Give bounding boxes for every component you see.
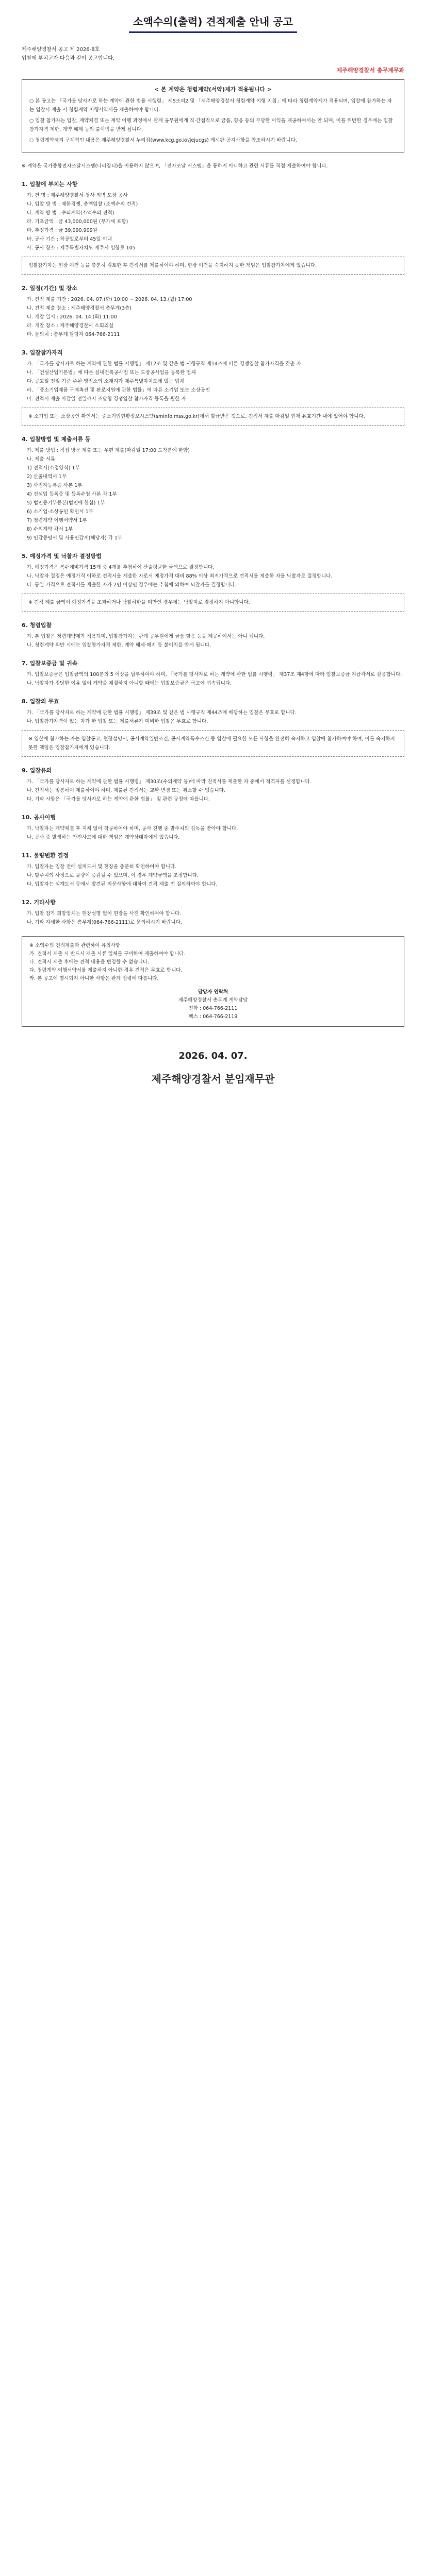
system-notice: ※ 계약은 국가종합전자조달시스템(나라장터)을 이용하지 않으며, 「전자조달 시스템」을 통하지 아니하고 관련 서류를 직접 제출하여야 합니다. — [22, 163, 328, 169]
section-title: 9. 입찰유의 — [22, 767, 52, 774]
section-line: 가. 「국가를 당사자로 하는 계약에 관한 법률 시행령」 제39조 및 같은 법 시행규칙 제44조에 해당하는 입찰은 무효로 합니다. — [27, 710, 297, 716]
section-line: 나. 낙찰자가 정당한 이유 없이 계약을 체결하지 아니할 때에는 입찰보증금은 국고에 귀속됩니다. — [27, 681, 232, 686]
section-line: 8) 수의계약 각서 1부 — [27, 527, 73, 532]
contact-line: 팩스 : 064-766-2119 — [188, 1014, 238, 1020]
section-note: ※ 견적 제출 금액이 예정가격을 초과하거나 낙찰하한율 미만인 경우에는 낙찰자로 결정하지 아니합니다. — [22, 594, 404, 612]
section-line: 가. 낙찰자는 계약체결 후 지체 없이 착공하여야 하며, 공사 진행 중 발주처의 감독을 받아야 합니다. — [27, 826, 238, 832]
section-line: 나. 기타 자세한 사항은 총무계(064-766-2111)로 문의하시기 바랍니다. — [27, 920, 182, 925]
section-line: 가. 건 명 : 제주해양경찰서 청사 외벽 도장 공사 — [27, 193, 128, 198]
section-line: 6) 소기업·소상공인 확인서 1부 — [27, 509, 93, 515]
section-line: 라. 개찰 장소 : 제주해양경찰서 소회의실 — [27, 323, 114, 329]
section — [22, 348, 404, 426]
notice-page — [0, 0, 426, 1106]
section — [22, 851, 404, 889]
notice-intro: 입찰에 부치고자 다음과 같이 공고합니다. — [22, 56, 115, 61]
integrity-notice-item: ○ 입찰 참가자는 입찰, 계약체결 또는 계약 이행 과정에서 관계 공무원에게 직·간접적으로 금품, 향응 등의 부당한 이익을 제공하여서는 안 되며, 이를 위반한 경우에는 입찰 참가자격 제한, 계약 해제 등의 불이익을 받게 됩니다. — [29, 118, 393, 132]
section — [22, 284, 404, 339]
section-title: 11. 물량변환 결정 — [22, 852, 69, 859]
section-line: 가. 예정가격은 복수예비가격 15개 중 4개를 추첨하여 산술평균한 금액으로 결정합니다. — [27, 565, 215, 570]
contact-line: 제주해양경찰서 총무계 계약담당 — [178, 997, 248, 1003]
section-title: 7. 입찰보증금 및 귀속 — [22, 660, 78, 667]
page-header — [0, 0, 426, 35]
integrity-notice-box — [22, 79, 404, 152]
section-title: 6. 청렴입찰 — [22, 622, 52, 629]
footer-line: ※ 소액수의 견적제출과 관련하여 유의사항 — [29, 943, 121, 948]
section — [22, 766, 404, 804]
section-line: 다. 계약 방 법 : 수의계약(소액수의 견적) — [27, 210, 114, 216]
footer-notice-box — [22, 936, 404, 1027]
section-line: 2) 산출내역서 1부 — [27, 474, 67, 480]
section-title: 2. 일정(기간) 및 장소 — [22, 285, 77, 292]
section-line: 다. 공고일 전일 기준 주된 영업소의 소재지가 제주특별자치도에 있는 업체 — [27, 379, 185, 384]
footer-line: 다. 청렴계약 이행서약서를 제출하지 아니한 경우 견적은 무효로 합니다. — [29, 968, 183, 973]
footer-lines — [29, 942, 397, 983]
section-line: 가. 견적 제출 기간 : 2026. 04. 07.(화) 10:00 ~ 2026. 04. 13.(월) 17:00 — [27, 297, 192, 302]
org-line: 제주해양경찰서 총무계무과 — [336, 67, 404, 74]
page-title: 소액수의(출력) 견적제출 안내 공고 — [129, 13, 297, 33]
section-note: 입찰참가자는 현장 여건 등을 충분히 검토한 후 견적서를 제출하여야 하며, 현장 여건을 숙지하지 못한 책임은 입찰참가자에게 있습니다. — [22, 257, 404, 275]
section-title: 12. 기타사항 — [22, 899, 56, 906]
section-line: 마. 견적서 제출 마감일 전일까지 조달청 경쟁입찰 참가자격 등록을 필한 자 — [27, 396, 186, 402]
section — [22, 552, 404, 612]
section-line: 나. 제출 서류 — [27, 456, 55, 462]
section-line: 나. 발주처의 사정으로 물량이 증감될 수 있으며, 이 경우 계약금액을 조정합니다. — [27, 873, 199, 878]
footer-line: 라. 본 공고에 명시되지 아니한 사항은 관계 법령에 따릅니다. — [29, 976, 159, 981]
section-line: 가. 입찰 참가 희망업체는 현장설명 없이 현장을 사전 확인하여야 합니다. — [27, 911, 182, 917]
section-line: 9) 인감증명서 및 사용인감계(해당자) 각 1부 — [27, 535, 123, 541]
section-line: 다. 개찰 일시 : 2026. 04. 14.(화) 11:00 — [27, 314, 117, 320]
contact-lines — [29, 996, 397, 1021]
section — [22, 621, 404, 650]
section-title: 8. 입찰의 무효 — [22, 698, 59, 705]
integrity-notice-title: < 본 계약은 청렴계약(서약)제가 적용됩니다 > — [154, 86, 272, 93]
section-line: 바. 공사 기간 : 착공일로부터 45일 이내 — [27, 236, 112, 242]
notice-content — [0, 45, 426, 1086]
section-line: 가. 입찰자는 입찰 전에 설계도서 및 현장을 충분히 확인하여야 합니다. — [27, 864, 177, 870]
section-line: 라. 기초금액 : 금 43,000,000원 (부가세 포함) — [27, 219, 128, 225]
section-line: 5) 법인등기부등본(법인에 한함) 1부 — [27, 500, 105, 506]
section-title: 1. 입찰에 부치는 사항 — [22, 181, 78, 188]
footer-line: 나. 견적서 제출 후에는 견적 내용을 변경할 수 없습니다. — [29, 959, 150, 965]
signature: 제주해양경찰서 분임재무관 — [151, 1073, 275, 1085]
section-line: 나. 견적서는 밀봉하여 제출하여야 하며, 제출된 견적서는 교환·변경 또는 취소할 수 없습니다. — [27, 788, 225, 793]
section-line: 나. 낙찰자 결정은 예정가격 이하로 견적서를 제출한 자로서 예정가격 대비 88% 이상 최저가격으로 견적서를 제출한 자를 낙찰자로 결정합니다. — [27, 573, 333, 579]
section-line: 다. 기타 사항은 「국가를 당사자로 하는 계약에 관한 법률」 및 관련 규정에 따릅니다. — [27, 796, 210, 802]
section-line: 마. 추정가격 : 금 39,090,909원 — [27, 228, 97, 233]
section-title: 4. 입찰방법 및 제출서류 등 — [22, 436, 91, 443]
section-line: 나. 「건설산업기본법」에 따른 실내건축공사업 또는 도장공사업을 등록한 업체 — [27, 370, 196, 376]
section-line: 가. 제출 방법 : 직접 방문 제출 또는 우편 제출(마감일 17:00 도착분에 한함) — [27, 448, 190, 453]
section-note: ※ 입찰에 참가하는 자는 입찰공고, 현장설명서, 공사계약일반조건, 공사계약특수조건 등 입찰에 필요한 모든 사항을 완전히 숙지하고 입찰에 참가하여야 하며, 이를 숙지하지 못한 책임은 입찰참가자에게 있습니다. — [22, 730, 404, 757]
integrity-notice-item: ○ 청렴계약제의 구체적인 내용은 제주해양경찰서 누리집(www.kcg.go.kr/jejucgs) 게시판 공지사항을 참조하시기 바랍니다. — [29, 138, 297, 143]
section-line: 가. 입찰보증금은 입찰금액의 100분의 5 이상을 납부하여야 하며, 「국가를 당사자로 하는 계약에 관한 법률 시행령」 제37조 제4항에 따라 입찰보증금 지급각서로 갈음합니다. — [27, 672, 402, 677]
section-line: 가. 「국가를 당사자로 하는 계약에 관한 법률 시행령」 제12조 및 같은 법 시행규칙 제14조에 따른 경쟁입찰 참가자격을 갖춘 자 — [27, 361, 301, 367]
section-note: ※ 소기업 또는 소상공인 확인서는 중소기업현황정보시스템(sminfo.mss.go.kr)에서 발급받은 것으로, 견적서 제출 마감일 현재 유효기간 내에 있어야 합니다. — [22, 408, 404, 426]
section — [22, 435, 404, 543]
footer-line: 가. 견적서 제출 시 반드시 제출 서류 일체를 구비하여 제출하여야 합니다. — [29, 951, 186, 957]
section — [22, 813, 404, 842]
sections-container — [22, 180, 404, 927]
section-line: 나. 공사 중 발생하는 안전사고에 대한 책임은 계약상대자에게 있습니다. — [27, 835, 180, 840]
section-title: 10. 공사이행 — [22, 814, 56, 821]
notice-number: 제주해양경찰서 공고 제 2026-8호 — [22, 47, 100, 53]
section-line: 나. 입찰참가자격이 없는 자가 한 입찰 또는 제출서류가 미비한 입찰은 무효로 합니다. — [27, 719, 208, 724]
section-line: 7) 청렴계약 이행서약서 1부 — [27, 518, 87, 523]
section-line: 3) 사업자등록증 사본 1부 — [27, 483, 83, 488]
section — [22, 659, 404, 688]
section-line: 나. 청렴계약 위반 시에는 입찰참가자격 제한, 계약 해제·해지 등 불이익을 받게 됩니다. — [27, 642, 211, 648]
section-line: 나. 입찰 방 법 : 제한경쟁, 총액입찰 (소액수의 견적) — [27, 201, 138, 207]
notice-date: 2026. 04. 07. — [178, 1050, 248, 1061]
section-line: 4) 건설업 등록증 및 등록수첩 사본 각 1부 — [27, 492, 117, 497]
section-line: 사. 공사 장소 : 제주특별자치도 제주시 임항로 105 — [27, 245, 136, 251]
section-line: 1) 견적서(소정양식) 1부 — [27, 465, 80, 471]
section-title: 3. 입찰참가자격 — [22, 349, 63, 356]
section-line: 다. 동일 가격으로 견적서를 제출한 자가 2인 이상인 경우에는 추첨에 의하여 낙찰자를 결정합니다. — [27, 582, 237, 588]
section — [22, 180, 404, 275]
section-line: 마. 문의처 : 총무계 담당자 064-766-2111 — [27, 332, 120, 337]
section-line: 다. 입찰자는 설계도서 등에서 발견된 의문사항에 대하여 견적 제출 전 질의하여야 합니다. — [27, 882, 218, 887]
section — [22, 898, 404, 927]
section-line: 나. 견적 제출 장소 : 제주해양경찰서 총무계(3층) — [27, 306, 132, 311]
section-title: 5. 예정가격 및 낙찰자 결정방법 — [22, 553, 102, 560]
contact-line: 전화 : 064-766-2111 — [188, 1006, 238, 1011]
contact-title: 담당자 연락처 — [198, 989, 228, 995]
section-line: 가. 본 입찰은 청렴계약제가 적용되며, 입찰참가자는 관계 공무원에게 금품·향응 등을 제공하여서는 아니 됩니다. — [27, 634, 265, 639]
section-line: 가. 「국가를 당사자로 하는 계약에 관한 법률 시행령」 제30조(수의계약 등)에 따라 견적서를 제출한 자 중에서 적격자를 선정합니다. — [27, 779, 312, 785]
section — [22, 697, 404, 757]
section-line: 라. 「중소기업제품 구매촉진 및 판로지원에 관한 법률」에 따른 소기업 또는 소상공인 — [27, 387, 210, 393]
notice-meta — [22, 45, 404, 63]
integrity-notice-item: ○ 본 공고는 「국가를 당사자로 하는 계약에 관한 법률 시행령」 제5조의2 및 「제주해양경찰서 청렴계약 이행 지침」에 따라 청렴계약제가 적용되며, 입찰에 참가하는 자는 입찰서 제출 시 청렴계약 이행서약서를 제출하여야 합니다. — [29, 98, 392, 113]
